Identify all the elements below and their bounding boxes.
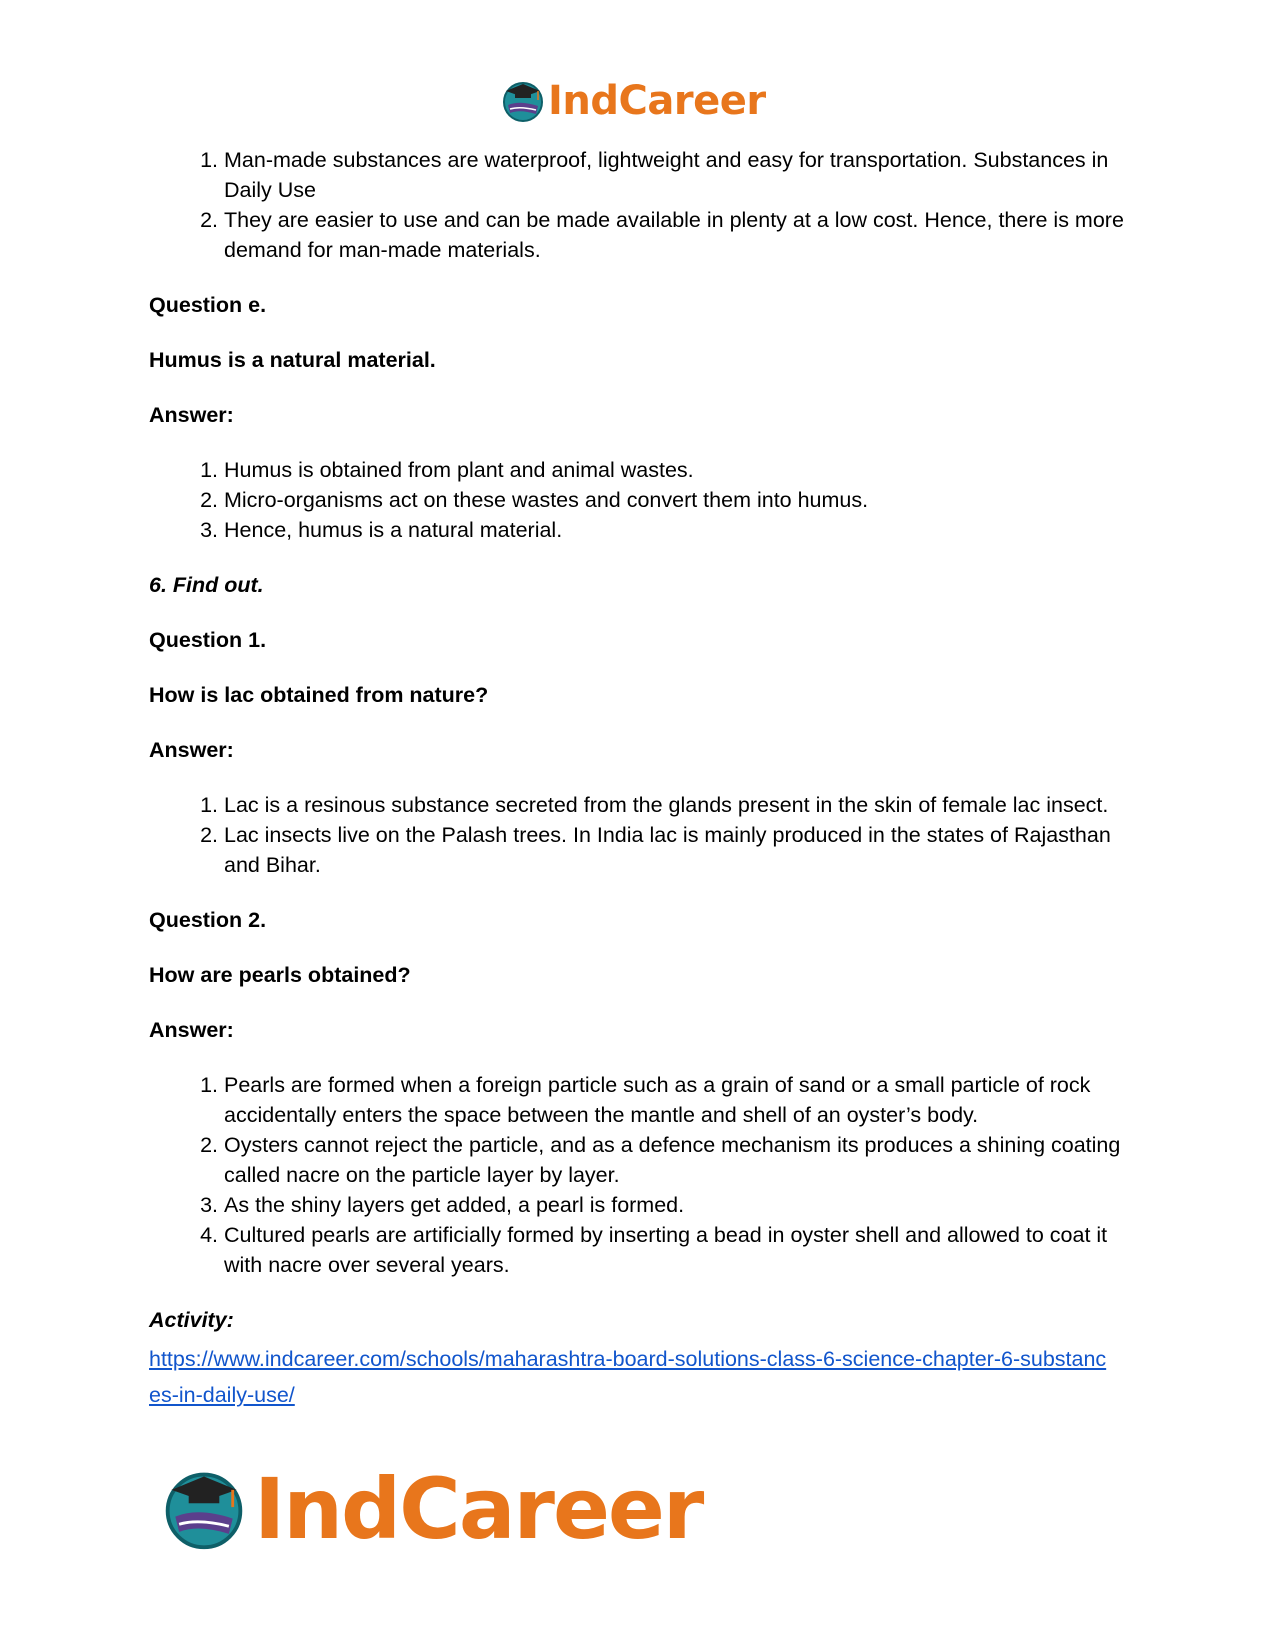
question-1-label: Question 1. [149, 628, 267, 652]
question-e-statement: Humus is a natural material. [149, 348, 436, 372]
intro-list [149, 145, 1129, 265]
footer-logo [160, 1460, 703, 1558]
globe-graduation-cap-icon [160, 1465, 248, 1553]
list-item: 3. Hence, humus is a natural material. [224, 515, 1129, 545]
list-item: 1. Humus is obtained from plant and animal wastes. [224, 455, 1129, 485]
question-2-answer-label: Answer: [149, 1018, 234, 1042]
section-6-heading: 6. Find out. [149, 573, 264, 597]
list-item: 1. Lac is a resinous substance secreted from the glands present in the skin of female lac insect. [224, 790, 1129, 820]
question-2-answer-list [149, 1070, 1129, 1280]
list-item: 2. Micro-organisms act on these wastes and convert them into humus. [224, 485, 1129, 515]
list-item: 4. Cultured pearls are artificially formed by inserting a bead in oyster shell and allowed to coat it with nacre over several years. [224, 1220, 1129, 1280]
header-logo-text: IndCareer [548, 78, 766, 124]
activity-link[interactable]: https://www.indcareer.com/schools/maharashtra-board-solutions-class-6-science-chapter-6-substances-in-daily-use/ [149, 1347, 1107, 1407]
document-body [149, 145, 1129, 1413]
list-item: 1. Pearls are formed when a foreign particle such as a grain of sand or a small particle of rock accidentally enters the space between the mantle and shell of an oyster’s body. [224, 1070, 1129, 1130]
question-1-statement: How is lac obtained from nature? [149, 683, 489, 707]
list-item: 2. Lac insects live on the Palash trees. In India lac is mainly produced in the states of Rajasthan and Bihar. [224, 820, 1129, 880]
header-logo [500, 78, 766, 124]
question-e-label: Question e. [149, 293, 267, 317]
question-2-label: Question 2. [149, 908, 267, 932]
list-item: 3. As the shiny layers get added, a pearl is formed. [224, 1190, 1129, 1220]
activity-label: Activity: [149, 1308, 234, 1332]
globe-graduation-cap-icon [500, 78, 546, 124]
question-e-answer-label: Answer: [149, 403, 234, 427]
question-2-statement: How are pearls obtained? [149, 963, 411, 987]
list-item: 2. Oysters cannot reject the particle, and as a defence mechanism its produces a shining coating called nacre on the particle layer by layer. [224, 1130, 1129, 1190]
list-item: 1. Man-made substances are waterproof, lightweight and easy for transportation. Substances in Daily Use [224, 145, 1129, 205]
question-1-answer-label: Answer: [149, 738, 234, 762]
footer-logo-text: IndCareer [254, 1460, 703, 1558]
question-e-answer-list [149, 455, 1129, 545]
list-item: 2. They are easier to use and can be made available in plenty at a low cost. Hence, there is more demand for man-made materials. [224, 205, 1129, 265]
question-1-answer-list [149, 790, 1129, 880]
